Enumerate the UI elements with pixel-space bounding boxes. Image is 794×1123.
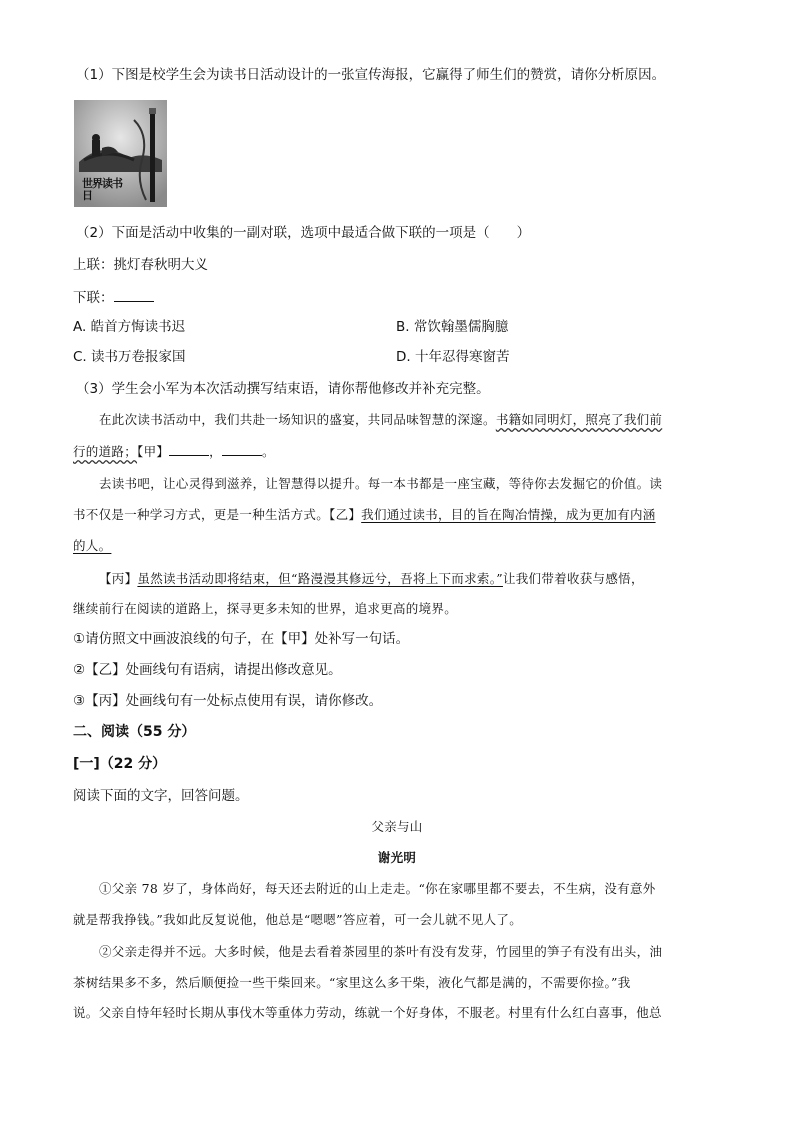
article-line-5: 说。父亲自恃年轻时长期从事伐木等重体力劳动，练就一个好身体，不服老。村里有什么红白喜事，他总 (73, 1005, 662, 1020)
option-d: D. 十年忍得寒窗苦 (396, 349, 510, 365)
passage-line-4 (73, 506, 656, 524)
passage-text: 在此次读书活动中，我们共赴一场知识的盛宴，共同品味智慧的深邃。 (99, 412, 496, 427)
jia-blank-2 (222, 442, 262, 456)
passage-line-5 (73, 537, 111, 555)
jia-blank-1 (169, 442, 209, 456)
article-title: 父亲与山 (371, 819, 423, 834)
wavy-sentence: 书籍如同明灯，照亮了我们前 (495, 412, 663, 427)
passage-line-3: 去读书吧，让心灵得到滋养，让智慧得以提升。每一本书都是一座宝藏，等待你去发掘它的价值。读 (99, 476, 663, 491)
underlined-sentence-bing: 虽然读书活动即将结束，但“路漫漫其修远兮，吾将上下而求索。” (137, 571, 503, 586)
underlined-sentence: 我们通过读书，目的旨在陶冶情操，成为更加有内涵 (361, 507, 656, 522)
wavy-sentence-end: 行的道路； (73, 444, 138, 459)
part-heading: [一]（22 分） (73, 756, 167, 772)
question-1: （1）下图是校学生会为读书日活动设计的一张宣传海报，它赢得了师生们的赞赏，请你分析原因。 (76, 67, 666, 83)
passage-text: 。 (261, 444, 275, 459)
article-line-1: ①父亲 78 岁了，身体尚好，每天还去附近的山上走走。“你在家哪里都不要去，不生病，没有意外 (99, 881, 656, 896)
question-3: （3）学生会小军为本次活动撰写结束语，请你帮他修改并补充完整。 (76, 381, 490, 397)
section-heading: 二、阅读（55 分） (73, 724, 196, 740)
underlined-sentence-end: 的人。 (73, 538, 112, 553)
reading-instruction: 阅读下面的文字，回答问题。 (73, 788, 249, 804)
passage-line-2: 行的道路；【甲】 ， 。 (73, 444, 275, 459)
article-line-2: 就是帮我挣钱。”我如此反复说他，他总是“嗯嗯”答应着，可一会儿就不见人了。 (73, 912, 523, 927)
sub-question-1: ①请仿照文中画波浪线的句子，在【甲】处补写一句话。 (73, 631, 410, 647)
lower-label: 下联： (73, 290, 114, 306)
marker-bing: 【丙】 (99, 571, 138, 586)
passage-line-1 (99, 411, 662, 429)
passage-line-7: 继续前行在阅读的道路上，探寻更多未知的世界，追求更高的境界。 (73, 601, 458, 616)
option-b: B. 常饮翰墨儒胸臆 (396, 319, 509, 335)
marker-jia: 【甲】 (137, 444, 170, 459)
marker-yi: 【乙】 (329, 507, 362, 522)
poster-image (74, 100, 167, 207)
article-author: 谢光明 (377, 850, 417, 865)
sub-question-3: ③【丙】处画线句有一处标点使用有误，请你修改。 (73, 693, 383, 709)
upper-couplet: 上联：挑灯春秋明大义 (73, 257, 208, 273)
article-line-3: ②父亲走得并不远。大多时候，他是去看着茶园里的茶叶有没有发芽，竹园里的笋子有没有出头，油 (99, 944, 663, 959)
answer-blank (114, 288, 154, 302)
sub-question-2: ②【乙】处画线句有语病，请提出修改意见。 (73, 662, 342, 678)
option-a: A. 皓首方悔读书迟 (73, 319, 186, 335)
passage-text: 书不仅是一种学习方式，更是一种生活方式。 (73, 507, 330, 522)
question-2: （2）下面是活动中收集的一副对联，选项中最适合做下联的一项是（ ） (76, 225, 531, 241)
lower-couplet (73, 288, 154, 307)
article-line-4: 茶树结果多不多，然后顺便捡一些干柴回来。“家里这么多干柴，液化气都是满的，不需要你捡。”我 (73, 975, 631, 990)
option-c: C. 读书万卷报家国 (73, 349, 186, 365)
poster-calligraphy: 世界读书日 (82, 177, 122, 202)
passage-text: 让我们带着收获与感悟， (502, 571, 644, 586)
passage-line-6 (99, 570, 644, 588)
